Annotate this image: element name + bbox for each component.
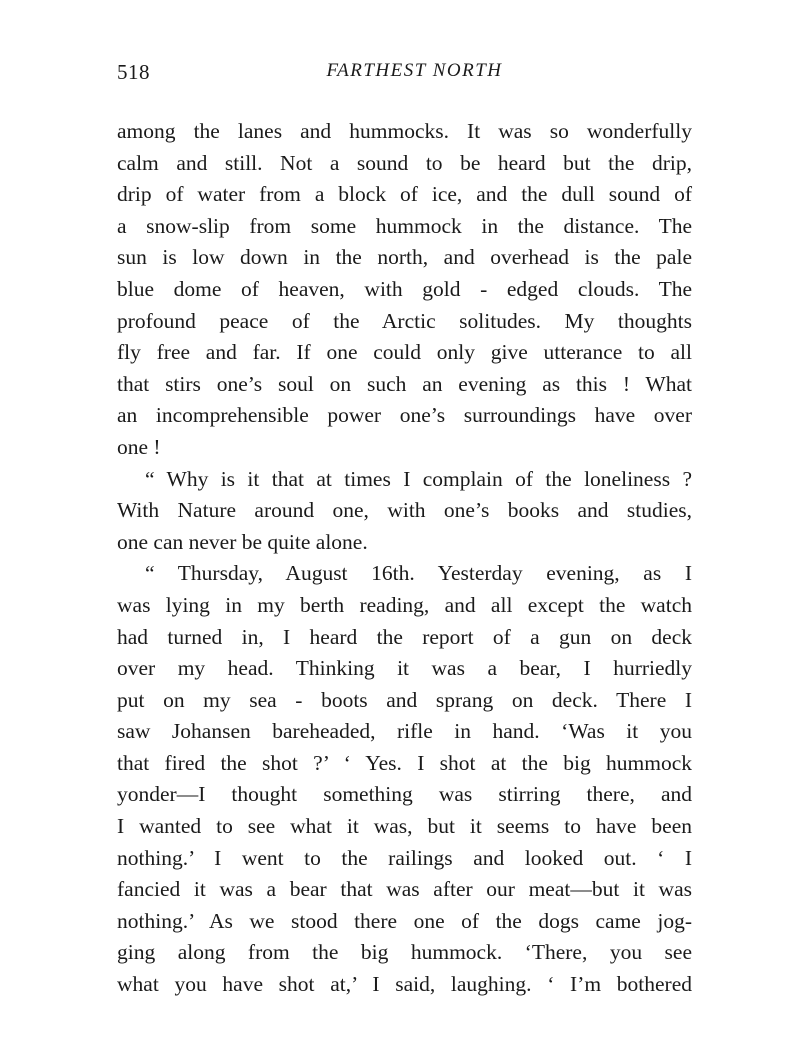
page-number: 518 (117, 60, 150, 84)
text-line: fly free and far. If one could only give utterance to all (117, 340, 692, 365)
text-line: yonder—I thought something was stirring there, and (117, 782, 692, 807)
text-line: a snow-slip from some hummock in the distance. The (117, 213, 692, 238)
text-line: drip of water from a block of ice, and the dull sound of (117, 182, 692, 207)
text-line: over my head. Thinking it was a bear, I hurriedly (117, 656, 692, 681)
text-line: “ Thursday, August 16th. Yesterday evening, as I (145, 561, 692, 586)
text-line: nothing.’ As we stood there one of the dogs came jog- (117, 908, 692, 933)
running-head: FARTHEST NORTH (326, 60, 503, 81)
text-line: fancied it was a bear that was after our meat—but it was (117, 877, 692, 902)
text-line: that fired the shot ?’ ‘ Yes. I shot at the big hummock (117, 750, 692, 775)
text-line: sun is low down in the north, and overhead is the pale (117, 245, 692, 270)
text-line: that stirs one’s soul on such an evening as this ! What (117, 371, 692, 396)
text-line: an incomprehensible power one’s surroundings have over (117, 403, 692, 428)
text-line: ging along from the big hummock. ‘There, you see (117, 940, 692, 965)
text-line: had turned in, I heard the report of a gun on deck (117, 624, 692, 649)
text-line: With Nature around one, with one’s books and studies, (117, 498, 692, 523)
text-line: one ! (117, 434, 161, 459)
text-line: what you have shot at,’ I said, laughing. ‘ I’m bothered (117, 972, 692, 997)
text-line: nothing.’ I went to the railings and looked out. ‘ I (117, 845, 692, 870)
page-header (117, 60, 692, 90)
text-line: “ Why is it that at times I complain of the loneliness ? (145, 466, 692, 491)
text-line: among the lanes and hummocks. It was so wonderfully (117, 119, 692, 143)
text-line: was lying in my berth reading, and all except the watch (117, 592, 692, 617)
text-line: blue dome of heaven, with gold - edged clouds. The (117, 276, 692, 301)
text-line: put on my sea - boots and sprang on deck. There I (117, 687, 692, 712)
text-line: saw Johansen bareheaded, rifle in hand. ‘Was it you (117, 719, 692, 744)
text-line: I wanted to see what it was, but it seems to have been (117, 814, 692, 839)
body-text (117, 116, 692, 1001)
text-line: calm and still. Not a sound to be heard but the drip, (117, 150, 692, 175)
text-line: profound peace of the Arctic solitudes. My thoughts (117, 308, 692, 333)
text-line: one can never be quite alone. (117, 529, 368, 554)
